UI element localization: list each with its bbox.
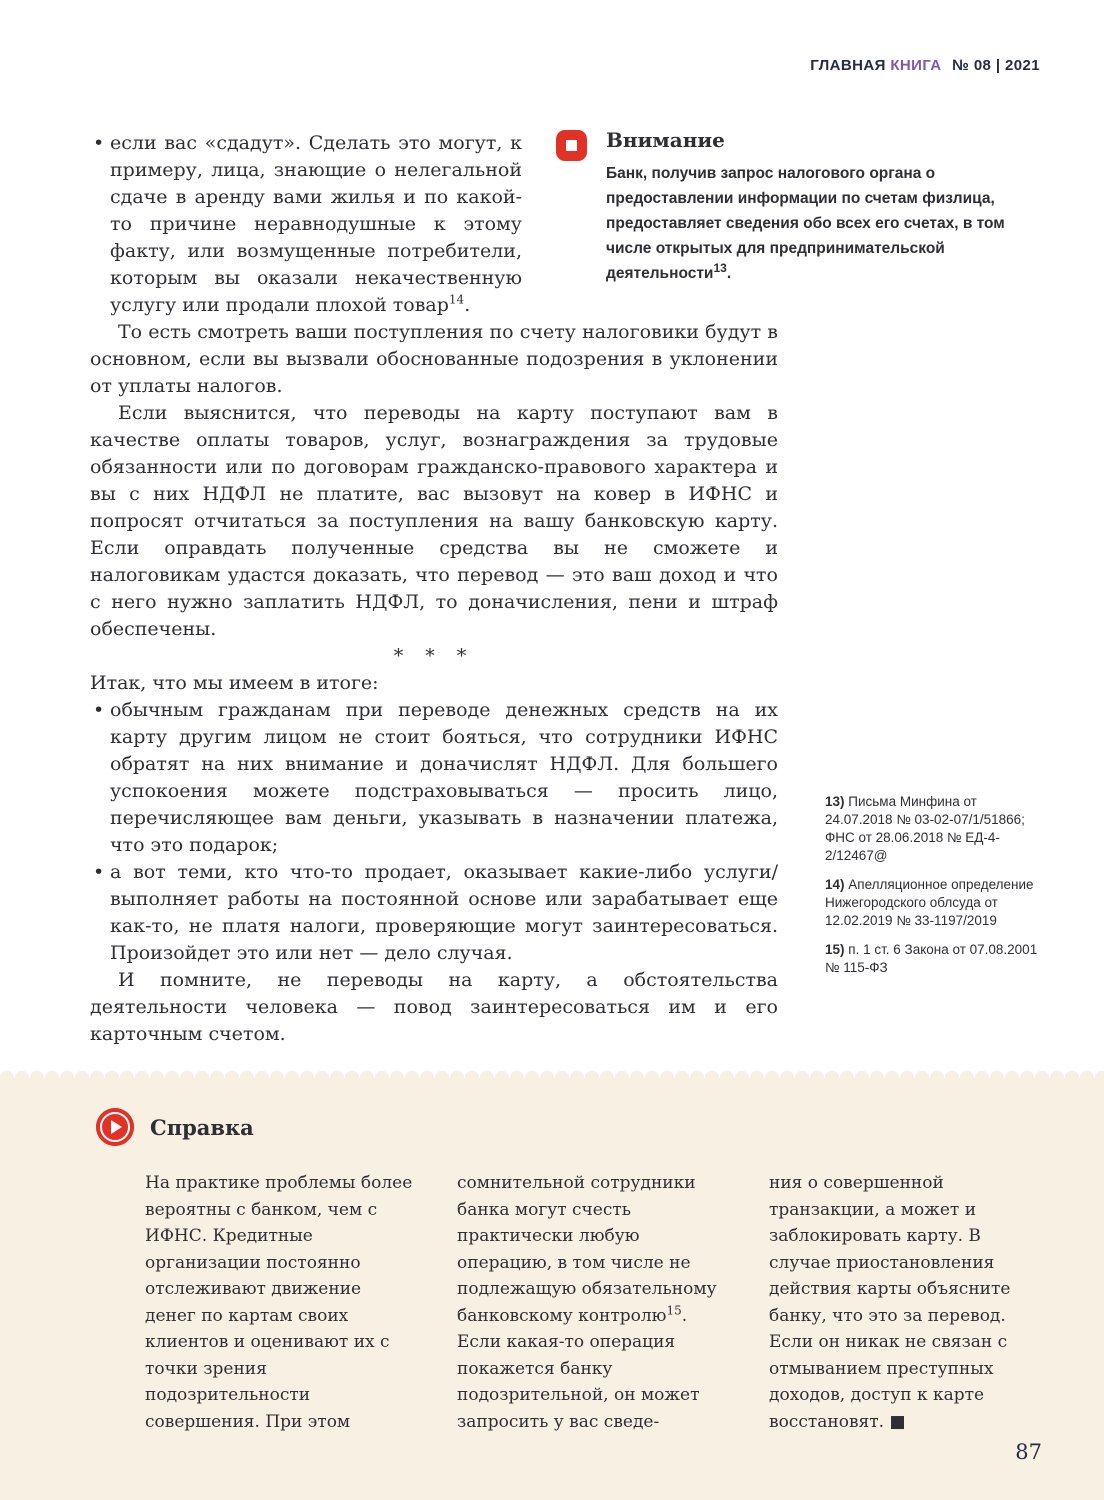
footnote-14-number: 14) (825, 877, 845, 892)
play-circle-icon (96, 1108, 134, 1146)
reference-panel (0, 1078, 1104, 1500)
attention-title: Внимание (606, 128, 725, 152)
footnote-13-text: Письма Минфина от 24.07.2018 № 03-02-07/1/51866; ФНС от 28.06.2018 № ЕД-4-2/12467@ (825, 794, 1025, 863)
summary-bullet-2: • а вот теми, кто что-то продает, оказывает какие-либо услуги/выполняет работы на постоянной основе или зарабатывает еще как-то, не платя налоги, проверяющие могут заинтересоваться. Произойдет это или нет — дело случая. (90, 859, 778, 967)
footnote-15-text: п. 1 ст. 6 Закона от 07.08.2001 № 115-ФЗ (825, 942, 1038, 975)
issue-number: № 08 | 2021 (952, 57, 1040, 74)
reference-column-2-text: сомнительной сотрудники банка могут счесть практически любую операцию, в том числе не подлежащую обязательному банковскому контролю (457, 1173, 717, 1326)
summary-bullet-1: • обычным гражданам при переводе денежных средств на их карту другим лицом не стоит бояться, что сотрудники ИФНС обратят на них внимание и доначислят НДФЛ. Для большего успокоения можете подстраховываться — просить лицо, перечисляющее вам деньги, указывать в назначении платежа, что это подарок; (90, 697, 778, 859)
intro-bullet-item (90, 130, 522, 319)
attention-body-tail: . (726, 265, 732, 282)
section-separator: * * * (393, 645, 475, 667)
page-number: 87 (1015, 1440, 1042, 1464)
attention-body-text: Банк, получив запрос налогового органа о предоставлении информации по счетам физлица, предоставляет сведения обо всех его счетах, в том числе открытых для предпринимательской деятельности (606, 165, 1005, 282)
footnote-15-number: 15) (825, 942, 845, 957)
brand-accent: КНИГА (890, 57, 942, 74)
brand-main: ГЛАВНАЯ (810, 57, 886, 74)
footnote-14 (825, 876, 1043, 930)
reference-panel-columns (145, 1170, 1037, 1435)
page-header (0, 57, 1040, 74)
footnote-ref-13: 13 (713, 260, 727, 275)
attention-callout (556, 128, 1042, 286)
footnote-14-text: Апелляционное определение Нижегородского облсуда от 12.02.2019 № 33-1197/2019 (825, 877, 1034, 928)
reference-column-2 (457, 1170, 725, 1435)
footnote-13 (825, 793, 1043, 865)
intro-bullet-tail: . (464, 294, 471, 316)
footnote-ref-14: 14 (448, 292, 465, 307)
attention-body (606, 161, 1042, 286)
footnote-13-number: 13) (825, 794, 845, 809)
paragraph-2: Если выяснится, что переводы на карту поступают вам в качестве оплаты товаров, услуг, вознаграждения за трудовые обязанности или по договорам гражданско-правового характера и вы с них НДФЛ не платите, вас вызовут на ковер в ИФНС и попросят отчитаться за поступления на вашу банковскую карту. Если оправдать полученные средства вы не сможете и налоговикам удастся доказать, что перевод — это ваш доход и что с него нужно заплатить НДФЛ, то доначисления, пени и штраф обеспечены. (90, 402, 778, 640)
reference-panel-title: Справка (150, 1115, 254, 1140)
intro-bullet-text: если вас «сдадут». Сделать это могут, к примеру, лица, знающие о нелегальной сдаче в аренду вами жилья и по какой-то причине неравнодушные к этому факту, или возмущенные потребители, которым вы оказали некачественную услугу или продали плохой товар (110, 132, 522, 316)
reference-column-3: ния о совершенной транзакции, а может и заблокировать карту. В случае приостановления действия карты объясните банку, что это за перевод. Если он никак не связан с отмыванием преступных доходов, доступ к карте восстановят. ■ (769, 1173, 1011, 1432)
paragraph-1: То есть смотреть ваши поступления по счету налоговики будут в основном, если вы вызвали обоснованные подозрения в уклонении от уплаты налогов. (90, 321, 778, 397)
summary-intro: Итак, что мы имеем в итоге: (90, 672, 379, 694)
footnotes-block (825, 793, 1043, 988)
reference-column-2-tail: . Если какая-то операция покажется банку подозрительной, он может запросить у вас сведе- (457, 1305, 700, 1432)
footnote-15 (825, 941, 1043, 977)
paragraph-3: И помните, не переводы на карту, а обстоятельства деятельности человека — повод заинтересоваться им и его карточным счетом. (90, 969, 778, 1045)
reference-column-1: На практике проблемы более вероятны с банком, чем с ИФНС. Кредитные организации постоянно отслеживают движение денег по картам своих клиентов и оценивают их с точки зрения подозрительности совершения. При этом (145, 1173, 413, 1432)
attention-icon (556, 130, 587, 161)
footnote-ref-15: 15 (666, 1302, 682, 1317)
